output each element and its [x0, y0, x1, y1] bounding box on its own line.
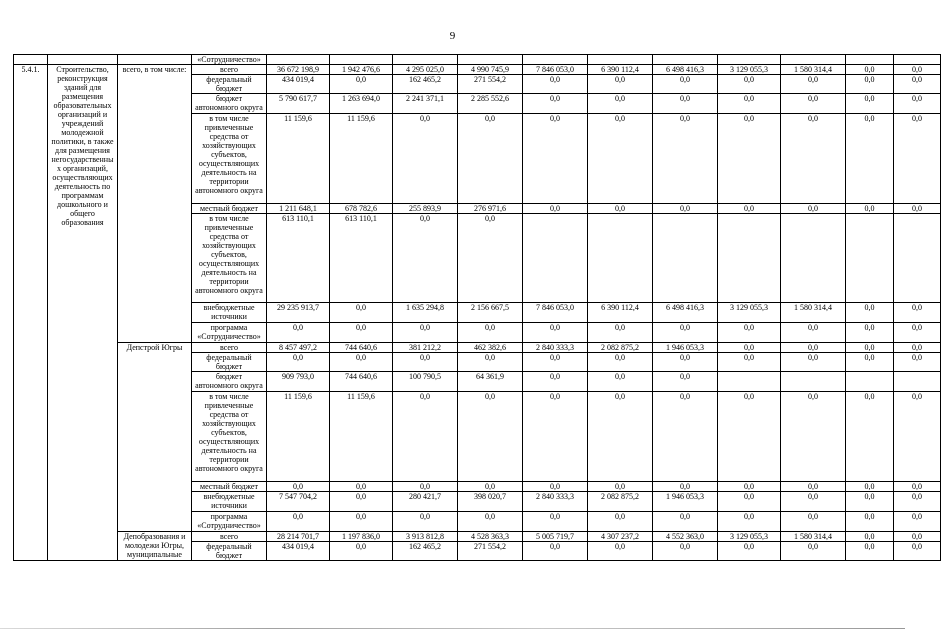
amount-cell: 0,0: [846, 114, 894, 204]
amount-cell: 0,0: [846, 512, 894, 532]
amount-cell: 0,0: [588, 512, 653, 532]
amount-cell: 0,0: [330, 512, 393, 532]
amount-cell: 0,0: [393, 214, 458, 303]
amount-cell: [846, 55, 894, 65]
amount-cell: 0,0: [894, 94, 941, 114]
amount-cell: 2 840 333,3: [523, 343, 588, 353]
funding-source: программа «Сотрудничество»: [192, 512, 267, 532]
amount-cell: [523, 214, 588, 303]
amount-cell: 280 421,7: [393, 492, 458, 512]
amount-cell: 381 212,2: [393, 343, 458, 353]
amount-cell: 0,0: [393, 323, 458, 343]
amount-cell: 0,0: [588, 114, 653, 204]
amount-cell: [718, 55, 781, 65]
amount-cell: 0,0: [894, 492, 941, 512]
amount-cell: 0,0: [588, 372, 653, 392]
page-number: 9: [449, 30, 456, 42]
amount-cell: [781, 214, 846, 303]
amount-cell: 0,0: [653, 482, 718, 492]
amount-cell: 4 990 745,9: [458, 65, 523, 75]
amount-cell: 0,0: [523, 94, 588, 114]
funding-source: «Сотрудничество»: [192, 55, 267, 65]
funding-source: в том числе привлеченные средства от хозяйствующих субъектов, осуществляющих деятельность на территории автономного округа: [192, 114, 267, 204]
amount-cell: 0,0: [330, 482, 393, 492]
amount-cell: 0,0: [458, 214, 523, 303]
amount-cell: 0,0: [588, 75, 653, 94]
amount-cell: 11 159,6: [330, 114, 393, 204]
amount-cell: 1 580 314,4: [781, 303, 846, 323]
amount-cell: 1 946 053,3: [653, 492, 718, 512]
amount-cell: 4 295 025,0: [393, 65, 458, 75]
funding-source: в том числе привлеченные средства от хозяйствующих субъектов, осуществляющих деятельность на территории автономного округа: [192, 392, 267, 482]
amount-cell: 744 640,6: [330, 343, 393, 353]
amount-cell: 0,0: [781, 512, 846, 532]
funding-source: внебюджетные источники: [192, 303, 267, 323]
amount-cell: 0,0: [846, 204, 894, 214]
amount-cell: 1 197 836,0: [330, 532, 393, 542]
amount-cell: 0,0: [846, 65, 894, 75]
amount-cell: 0,0: [653, 512, 718, 532]
amount-cell: 0,0: [330, 542, 393, 561]
amount-cell: 0,0: [523, 75, 588, 94]
funding-source: местный бюджет: [192, 204, 267, 214]
amount-cell: 0,0: [458, 323, 523, 343]
responsible-executor: Депстрой Югры: [118, 343, 192, 532]
amount-cell: [894, 55, 941, 65]
amount-cell: 36 672 198,9: [267, 65, 330, 75]
amount-cell: 255 893,9: [393, 204, 458, 214]
amount-cell: 28 214 701,7: [267, 532, 330, 542]
funding-source: бюджет автономного округа: [192, 372, 267, 392]
amount-cell: 0,0: [894, 114, 941, 204]
amount-cell: 0,0: [523, 353, 588, 372]
amount-cell: 0,0: [330, 353, 393, 372]
responsible-executor: Депобразования и молодежи Югры, муниципальные: [118, 532, 192, 561]
amount-cell: [653, 214, 718, 303]
amount-cell: 7 846 053,0: [523, 303, 588, 323]
amount-cell: 0,0: [894, 303, 941, 323]
amount-cell: 0,0: [588, 94, 653, 114]
amount-cell: [653, 55, 718, 65]
amount-cell: 162 465,2: [393, 542, 458, 561]
amount-cell: 0,0: [894, 532, 941, 542]
amount-cell: 0,0: [846, 482, 894, 492]
amount-cell: 0,0: [846, 492, 894, 512]
amount-cell: 11 159,6: [267, 392, 330, 482]
amount-cell: [846, 372, 894, 392]
amount-cell: 0,0: [718, 492, 781, 512]
amount-cell: [458, 55, 523, 65]
amount-cell: 0,0: [393, 114, 458, 204]
amount-cell: 271 554,2: [458, 542, 523, 561]
amount-cell: 0,0: [894, 512, 941, 532]
amount-cell: 0,0: [718, 392, 781, 482]
empty-cell: [118, 55, 192, 65]
amount-cell: 0,0: [781, 75, 846, 94]
amount-cell: 0,0: [781, 343, 846, 353]
amount-cell: 4 552 363,0: [653, 532, 718, 542]
amount-cell: 0,0: [781, 114, 846, 204]
funding-source: бюджет автономного округа: [192, 94, 267, 114]
amount-cell: 1 211 648,1: [267, 204, 330, 214]
amount-cell: 0,0: [718, 94, 781, 114]
amount-cell: 462 382,6: [458, 343, 523, 353]
amount-cell: 0,0: [846, 542, 894, 561]
amount-cell: 0,0: [588, 204, 653, 214]
amount-cell: 3 129 055,3: [718, 303, 781, 323]
amount-cell: [588, 214, 653, 303]
amount-cell: [267, 55, 330, 65]
amount-cell: 2 156 667,5: [458, 303, 523, 323]
amount-cell: 2 840 333,3: [523, 492, 588, 512]
amount-cell: 0,0: [393, 512, 458, 532]
amount-cell: 0,0: [781, 492, 846, 512]
amount-cell: 0,0: [330, 303, 393, 323]
amount-cell: 0,0: [781, 323, 846, 343]
amount-cell: 0,0: [846, 75, 894, 94]
amount-cell: 434 019,4: [267, 75, 330, 94]
amount-cell: 0,0: [588, 542, 653, 561]
table-row: [14, 343, 941, 353]
amount-cell: 0,0: [718, 482, 781, 492]
amount-cell: 0,0: [718, 323, 781, 343]
funding-source: в том числе привлеченные средства от хозяйствующих субъектов, осуществляющих деятельность на территории автономного округа: [192, 214, 267, 303]
amount-cell: 0,0: [458, 482, 523, 492]
amount-cell: 434 019,4: [267, 542, 330, 561]
amount-cell: 0,0: [718, 542, 781, 561]
funding-source: всего: [192, 65, 267, 75]
amount-cell: 0,0: [393, 392, 458, 482]
funding-source: всего: [192, 343, 267, 353]
amount-cell: 909 793,0: [267, 372, 330, 392]
amount-cell: 0,0: [894, 343, 941, 353]
amount-cell: 678 782,6: [330, 204, 393, 214]
amount-cell: 744 640,6: [330, 372, 393, 392]
amount-cell: 0,0: [267, 512, 330, 532]
amount-cell: 2 082 875,2: [588, 492, 653, 512]
amount-cell: 29 235 913,7: [267, 303, 330, 323]
amount-cell: 0,0: [653, 94, 718, 114]
amount-cell: 1 942 476,6: [330, 65, 393, 75]
amount-cell: 64 361,9: [458, 372, 523, 392]
amount-cell: 162 465,2: [393, 75, 458, 94]
amount-cell: 613 110,1: [330, 214, 393, 303]
amount-cell: 0,0: [330, 492, 393, 512]
amount-cell: 0,0: [267, 353, 330, 372]
empty-cell: [48, 55, 118, 65]
amount-cell: 0,0: [846, 323, 894, 343]
amount-cell: 2 241 371,1: [393, 94, 458, 114]
amount-cell: 0,0: [653, 372, 718, 392]
amount-cell: 1 263 694,0: [330, 94, 393, 114]
amount-cell: [393, 55, 458, 65]
amount-cell: 0,0: [330, 75, 393, 94]
table-row: [14, 55, 941, 65]
amount-cell: 398 020,7: [458, 492, 523, 512]
amount-cell: 8 457 497,2: [267, 343, 330, 353]
amount-cell: 0,0: [781, 204, 846, 214]
amount-cell: 6 390 112,4: [588, 303, 653, 323]
amount-cell: 0,0: [894, 204, 941, 214]
amount-cell: 11 159,6: [330, 392, 393, 482]
funding-source: федеральный бюджет: [192, 353, 267, 372]
amount-cell: 0,0: [267, 482, 330, 492]
amount-cell: 6 498 416,3: [653, 303, 718, 323]
amount-cell: 0,0: [846, 532, 894, 542]
funding-source: всего: [192, 532, 267, 542]
funding-source: федеральный бюджет: [192, 542, 267, 561]
amount-cell: 0,0: [781, 542, 846, 561]
amount-cell: 6 498 416,3: [653, 65, 718, 75]
funding-source: внебюджетные источники: [192, 492, 267, 512]
amount-cell: 1 946 053,3: [653, 343, 718, 353]
amount-cell: 0,0: [458, 512, 523, 532]
amount-cell: 0,0: [523, 204, 588, 214]
item-description: Строительство, реконструкция зданий для размещения образовательных организаций и учреждений молодежной политики, в также для размещения негосударственны х организаций, осуществляющих деятельность по программам дошкольного и общего образования: [48, 65, 118, 561]
amount-cell: 0,0: [393, 482, 458, 492]
amount-cell: 0,0: [653, 75, 718, 94]
amount-cell: 2 082 875,2: [588, 343, 653, 353]
amount-cell: 0,0: [718, 353, 781, 372]
amount-cell: 0,0: [653, 392, 718, 482]
amount-cell: 6 390 112,4: [588, 65, 653, 75]
amount-cell: 0,0: [458, 114, 523, 204]
funding-source: местный бюджет: [192, 482, 267, 492]
amount-cell: 0,0: [523, 323, 588, 343]
amount-cell: 0,0: [588, 323, 653, 343]
amount-cell: 0,0: [458, 353, 523, 372]
item-number: 5.4.1.: [14, 65, 48, 561]
amount-cell: 271 554,2: [458, 75, 523, 94]
amount-cell: 0,0: [653, 353, 718, 372]
table-row: [14, 532, 941, 542]
scan-artifact-line: [0, 628, 905, 629]
amount-cell: 2 285 552,6: [458, 94, 523, 114]
amount-cell: 0,0: [846, 303, 894, 323]
amount-cell: 0,0: [523, 512, 588, 532]
amount-cell: 0,0: [523, 114, 588, 204]
amount-cell: 0,0: [718, 343, 781, 353]
amount-cell: 0,0: [458, 392, 523, 482]
amount-cell: 0,0: [894, 392, 941, 482]
amount-cell: 4 307 237,2: [588, 532, 653, 542]
amount-cell: 0,0: [588, 353, 653, 372]
amount-cell: 0,0: [894, 65, 941, 75]
amount-cell: 0,0: [894, 482, 941, 492]
table-row: [14, 65, 941, 75]
amount-cell: 0,0: [781, 353, 846, 372]
amount-cell: [781, 55, 846, 65]
amount-cell: 0,0: [894, 323, 941, 343]
amount-cell: 0,0: [523, 372, 588, 392]
amount-cell: 7 846 053,0: [523, 65, 588, 75]
amount-cell: 0,0: [846, 392, 894, 482]
amount-cell: 0,0: [588, 482, 653, 492]
amount-cell: 0,0: [653, 204, 718, 214]
amount-cell: 613 110,1: [267, 214, 330, 303]
amount-cell: 0,0: [846, 94, 894, 114]
amount-cell: 7 547 704,2: [267, 492, 330, 512]
amount-cell: 3 129 055,3: [718, 532, 781, 542]
amount-cell: 0,0: [653, 542, 718, 561]
amount-cell: 0,0: [523, 542, 588, 561]
amount-cell: [894, 214, 941, 303]
amount-cell: [588, 55, 653, 65]
amount-cell: 0,0: [894, 75, 941, 94]
amount-cell: [846, 214, 894, 303]
amount-cell: [718, 372, 781, 392]
amount-cell: 0,0: [894, 542, 941, 561]
amount-cell: 1 580 314,4: [781, 65, 846, 75]
amount-cell: [330, 55, 393, 65]
amount-cell: 0,0: [718, 512, 781, 532]
amount-cell: 0,0: [718, 75, 781, 94]
amount-cell: 1 635 294,8: [393, 303, 458, 323]
amount-cell: 0,0: [588, 392, 653, 482]
budget-table: [13, 54, 941, 561]
amount-cell: 5 005 719,7: [523, 532, 588, 542]
amount-cell: 0,0: [653, 114, 718, 204]
amount-cell: 0,0: [718, 204, 781, 214]
responsible-executor: всего, в том числе:: [118, 65, 192, 343]
amount-cell: [781, 372, 846, 392]
amount-cell: 0,0: [718, 114, 781, 204]
amount-cell: 0,0: [894, 353, 941, 372]
amount-cell: 0,0: [781, 392, 846, 482]
amount-cell: 4 528 363,3: [458, 532, 523, 542]
amount-cell: 276 971,6: [458, 204, 523, 214]
amount-cell: 0,0: [846, 343, 894, 353]
amount-cell: 11 159,6: [267, 114, 330, 204]
amount-cell: 5 790 617,7: [267, 94, 330, 114]
amount-cell: 0,0: [781, 94, 846, 114]
amount-cell: [718, 214, 781, 303]
amount-cell: 1 580 314,4: [781, 532, 846, 542]
amount-cell: [523, 55, 588, 65]
funding-source: федеральный бюджет: [192, 75, 267, 94]
amount-cell: 0,0: [523, 392, 588, 482]
amount-cell: 0,0: [393, 353, 458, 372]
amount-cell: 0,0: [330, 323, 393, 343]
amount-cell: [894, 372, 941, 392]
empty-cell: [14, 55, 48, 65]
amount-cell: 0,0: [267, 323, 330, 343]
amount-cell: 3 129 055,3: [718, 65, 781, 75]
amount-cell: 3 913 812,8: [393, 532, 458, 542]
funding-source: программа «Сотрудничество»: [192, 323, 267, 343]
amount-cell: 100 790,5: [393, 372, 458, 392]
amount-cell: 0,0: [846, 353, 894, 372]
amount-cell: 0,0: [781, 482, 846, 492]
amount-cell: 0,0: [653, 323, 718, 343]
amount-cell: 0,0: [523, 482, 588, 492]
